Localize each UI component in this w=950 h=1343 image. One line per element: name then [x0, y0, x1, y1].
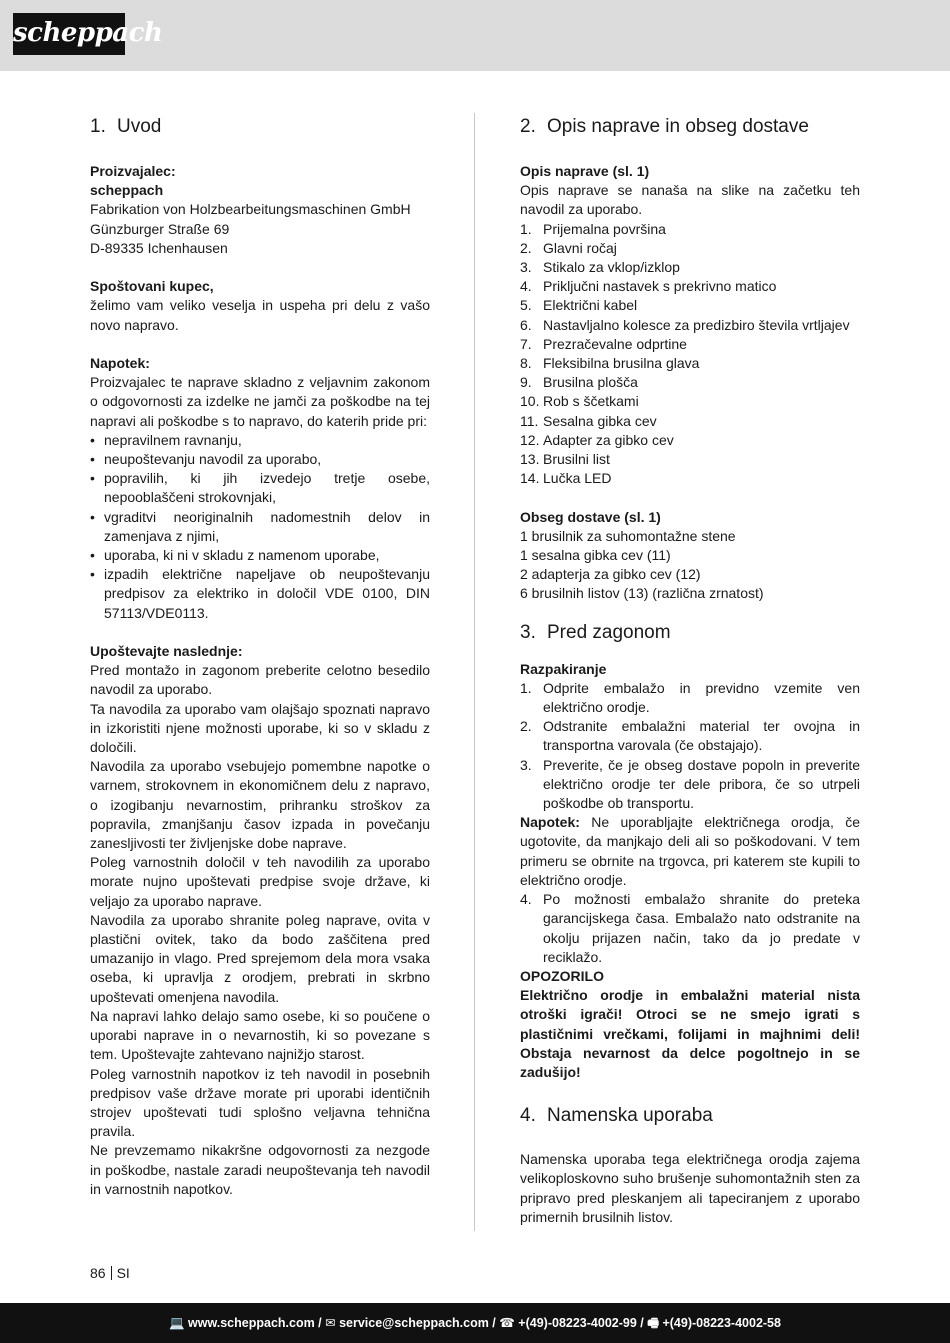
list-item: • uporaba, ki ni v skladu z namenom uporabe,	[90, 546, 430, 565]
list-item: 9. Brusilna plošča	[520, 374, 638, 391]
list-item: 6. Nastavljalno kolesce za predizbiro števila vrtljajev	[520, 316, 850, 333]
section-heading-intro: 1. Uvod	[90, 116, 162, 137]
warning-label: OPOZORILO	[520, 967, 604, 984]
list-item: 8. Fleksibilna brusilna glava	[520, 355, 700, 372]
list-item: 10. Rob s ščetkami	[520, 393, 639, 410]
scope-line: 6 brusilnih listov (13) (različna zrnatost)	[520, 585, 764, 602]
greeting-text: želimo vam veliko veselja in uspeha pri delu z vašo novo napravo.	[90, 297, 430, 333]
paragraph: Navodila za uporabo shranite poleg naprave, ovita v plastični ovitek, tako da bodo zaščitena pred umazanijo in vlago. Pred sprejemom dela mora vsaka oseba, ki upravlja z orodjem, prebrati in skrbno upoštevati omenjena navodila.	[90, 911, 430, 1005]
paragraph: Ne prevzemamo nikakršne odgovornosti za nezgode in poškodbe, nastale zaradi neupoštevanja teh navodil in varnostnih napotkov.	[90, 1142, 430, 1197]
section-heading-intended-use: 4. Namenska uporaba	[520, 1105, 713, 1127]
brand-logo: scheppach	[13, 13, 125, 55]
list-item: 12. Adapter za gibko cev	[520, 431, 674, 448]
warning-text: Električno orodje in embalažni material nista otroški igrači! Otroci se ne smejo igrati s plastičnimi vrečkami, folijami in majhnimi deli! Obstaja nevarnost da delce pogoltnejo in se zadušijo!	[520, 987, 860, 1080]
contact-footer: 💻 www.scheppach.com / ✉ service@scheppach.com / ☎ +(49)-08223-4002-99 / 🖷 +(49)-08223-4002-58	[0, 1303, 950, 1343]
address-line: D-89335 Ichenhausen	[90, 239, 228, 256]
list-item: 2. Glavni ročaj	[520, 239, 617, 256]
greeting-label: Spoštovani kupec,	[90, 278, 214, 295]
scope-line: 2 adapterja za gibko cev (12)	[520, 566, 701, 583]
parts-list	[520, 220, 860, 489]
list-item: 4. Priključni nastavek s prekrivno matico	[520, 278, 777, 295]
unpack-steps-continued	[520, 890, 860, 967]
unpack-note: Napotek: Ne uporabljajte električnega orodja, če ugotovite, da manjkajo deli ali so poškodovani. V tem primeru se obrnite na trgovca, pri katerem ste kupili to električno orodje.	[520, 814, 860, 888]
paragraph: Ta navodila za uporabo vam olajšajo spoznati napravo in izkoristiti njene možnosti uporabe, ki so v skladu z določili.	[90, 700, 430, 756]
note-text: Proizvajalec te naprave skladno z veljavnim zakonom o odgovornosti za izdelke ne jamči za poškodbe na tej napravi ali poškodbe s to napravo, do katerih pride pri:	[90, 374, 430, 429]
unpack-label: Razpakiranje	[520, 660, 607, 677]
page-number: 86 SI	[90, 1265, 130, 1281]
list-item: 1. Odprite embalažo in previdno vzemite ven električno orodje.	[520, 679, 860, 716]
list-item: 11. Sesalna gibka cev	[520, 412, 657, 429]
column-divider	[474, 113, 475, 1231]
paragraph: Pred montažo in zagonom preberite celotno besedilo navodil za uporabo.	[90, 662, 430, 698]
scope-line: 1 sesalna gibka cev (11)	[520, 547, 671, 564]
scope-line: 1 brusilnik za suhomontažne stene	[520, 527, 736, 544]
scope-label: Obseg dostave (sl. 1)	[520, 508, 661, 525]
manufacturer-brand: scheppach	[90, 182, 164, 199]
paragraph: Na napravi lahko delajo samo osebe, ki so poučene o uporabi naprave in o nevarnostih, ki so povezane s tem. Upoštevajte zahtevano najnižjo starost.	[90, 1007, 430, 1063]
section-heading-description: 2. Opis naprave in obseg dostave	[520, 116, 809, 137]
left-column	[90, 112, 430, 1199]
section-heading-before-start: 3. Pred zagonom	[520, 621, 671, 643]
right-column	[520, 112, 860, 1227]
note-label: Napotek:	[90, 355, 150, 371]
description-text: Opis naprave se nanaša na slike na začetku teh navodil za uporabo.	[520, 182, 860, 218]
observe-label: Upoštevajte naslednje:	[90, 643, 243, 660]
list-item: • nepravilnem ravnanju,	[90, 431, 430, 450]
list-item: 3. Stikalo za vklop/izklop	[520, 259, 680, 276]
list-item: 2. Odstranite embalažni material ter ovojna in transportna varovala (če obstajajo).	[520, 718, 860, 754]
paragraph: Poleg varnostnih določil v teh navodilih za uporabo morate nujno upoštevati predpise svoje države, ki veljajo za uporabo naprave.	[90, 854, 430, 909]
list-item: • vgraditvi neoriginalnih nadomestnih delov in zamenjava z njimi,	[90, 508, 430, 546]
description-label: Opis naprave (sl. 1)	[520, 163, 650, 179]
list-item: 13. Brusilni list	[520, 451, 610, 468]
address-line: Fabrikation von Holzbearbeitungsmaschinen GmbH	[90, 201, 411, 218]
list-item: 14. Lučka LED	[520, 470, 612, 487]
unpack-steps	[520, 679, 860, 813]
list-item: 4. Po možnosti embalažo shranite do preteka garancijskega časa. Embalažo nato odstranite na okolju prijazen način, tako da jo predate v reciklažo.	[520, 891, 860, 965]
paragraph: Poleg varnostnih napotkov iz teh navodil in posebnih predpisov vaše države morate pri uporabi identičnih strojev upoštevati tudi splošno veljavna tehnična pravila.	[90, 1065, 430, 1140]
paragraph: Navodila za uporabo vsebujejo pomembne napotke o varnem, strokovnem in ekonomičnem delu z napravo, o izogibanju nevarnostim, prihranku stroškov za popravila, zmanjšanju časov izpada in povečanju zanesljivosti ter življenjske dobe naprave.	[90, 758, 430, 852]
list-item: • popravilih, ki jih izvedejo tretje osebe, nepooblaščeni strokovnjaki,	[90, 469, 430, 507]
list-item: 5. Električni kabel	[520, 297, 638, 314]
list-item: • neupoštevanju navodil za uporabo,	[90, 450, 430, 469]
page-header	[0, 0, 950, 71]
liability-list	[90, 431, 430, 623]
list-item: 1. Prijemalna površina	[520, 220, 666, 237]
manufacturer-label: Proizvajalec:	[90, 163, 176, 179]
usage-text: Namenska uporaba tega električnega orodja zajema velikoploskovno suho brušenje suhomontažnih sten za pripravo pred pleskanjem ali tapeciranjem z uporabo primernih brusilnih listov.	[520, 1151, 860, 1225]
address-line: Günzburger Straße 69	[90, 220, 230, 237]
list-item: 3. Preverite, če je obseg dostave popoln in preverite električno orodje ter dele pribora, če so utrpeli poškodbe ob transportu.	[520, 756, 860, 812]
list-item: • izpadih električne napeljave ob neupoštevanju predpisov za elektriko in določil VDE 0100, DIN 57113/VDE0113.	[90, 565, 430, 623]
list-item: 7. Prezračevalne odprtine	[520, 335, 687, 352]
